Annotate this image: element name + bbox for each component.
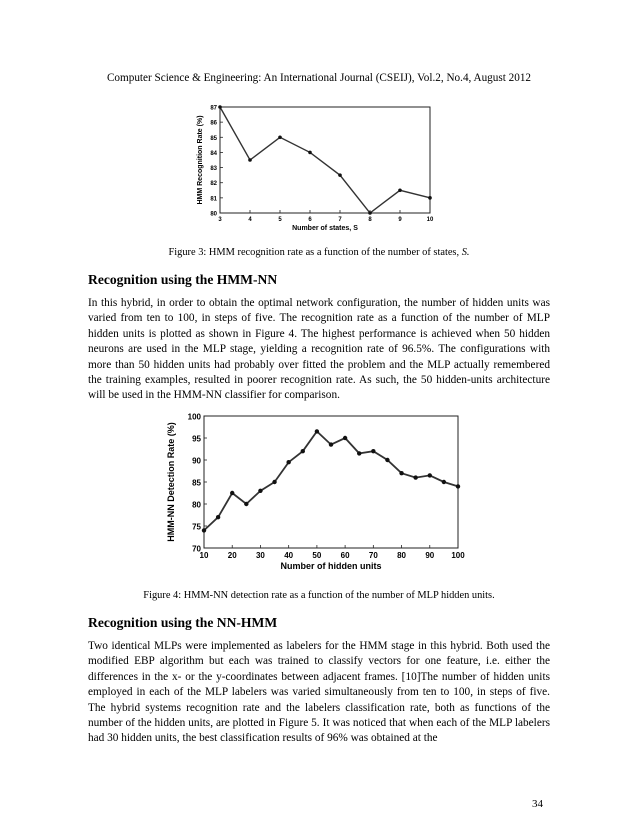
fig3-y-tick-label: 85 <box>210 135 217 142</box>
fig4-x-tick-label: 20 <box>227 551 237 560</box>
fig4-y-axis-label: HMM-NN Detection Rate (%) <box>166 422 176 542</box>
fig3-y-tick-label: 81 <box>210 196 217 203</box>
fig4-data-point <box>286 460 290 464</box>
fig4-plot-frame <box>204 416 458 548</box>
fig4-data-point <box>343 436 347 440</box>
section-paragraph-hmm-nn: In this hybrid, in order to obtain the optimal network configuration, the number of hidden units was varied from ten to 100, in steps of five. The recognition rate as a function of the number of MLP hidden units is plotted as shown in Figure 4. The highest performance is achieved when 50 hidden neurons are used in the MLP stage, yielding a recognition rate of 96.5%. The configurations with more than 50 hidden units had probably over fitted the problem and the MLP actually remembered the training examples, resulted in poorer recognition rate. As such, the 50 hidden-units architecture will be used in the HMM-NN classifier for comparison. <box>88 297 550 402</box>
fig3-data-point <box>218 105 222 109</box>
fig4-y-tick-label: 85 <box>192 478 201 488</box>
fig3-x-tick-label: 6 <box>308 217 312 223</box>
fig4-x-axis-label: Number of hidden units <box>280 561 382 571</box>
fig4-data-point <box>202 528 206 532</box>
fig3-y-axis-label: HMM Recognition Rate (%) <box>197 115 204 205</box>
fig3-data-point <box>368 211 372 215</box>
figure-3-caption-var: S. <box>461 247 470 258</box>
fig4-data-point <box>385 458 389 462</box>
fig4-data-point <box>456 484 460 488</box>
fig4-data-point <box>399 471 403 475</box>
fig4-data-point <box>272 480 276 484</box>
fig3-x-tick-label: 9 <box>398 217 402 223</box>
fig4-data-point <box>413 475 417 479</box>
figure-3-chart <box>190 98 450 243</box>
fig4-y-tick-label: 70 <box>192 544 201 554</box>
fig3-x-tick-label: 4 <box>248 217 252 223</box>
fig3-x-tick-label: 10 <box>426 217 434 223</box>
fig3-data-point <box>398 188 402 192</box>
fig4-data-point <box>428 473 432 477</box>
fig3-y-tick-label: 87 <box>210 105 217 112</box>
page-number: 34 <box>532 798 543 810</box>
section-paragraph-nn-hmm: Two identical MLPs were implemented as labelers for the HMM stage in this hybrid. Both used the modified EBP algorithm but each was trained to classify vectors for one feature, i.e. either the differences in the x- or the y-coordinates between adjacent frames. [10]The number of hidden units employed in each of the MLP labelers was varied simultaneously from ten to 100, in steps of five. The hybrid systems recognition rate and the labelers classification rate, both as functions of the number of the hidden units, are plotted in Figure 5. It was noticed that when each of the MLP labelers had 30 hidden units, the best classification results of 96% was obtained at the <box>88 640 550 745</box>
fig4-data-point <box>230 491 234 495</box>
fig4-y-tick-label: 75 <box>192 522 201 532</box>
fig3-data-point <box>428 196 432 200</box>
fig4-data-point <box>301 449 305 453</box>
fig4-x-tick-label: 10 <box>199 551 209 560</box>
fig4-data-point <box>216 515 220 519</box>
fig4-x-tick-label: 80 <box>397 551 407 560</box>
fig4-x-tick-label: 30 <box>255 551 265 560</box>
figure-4-chart <box>160 410 470 578</box>
fig4-data-point <box>329 442 333 446</box>
section-heading-nn-hmm: Recognition using the NN-HMM <box>88 615 278 630</box>
running-header: Computer Science & Engineering: An International Journal (CSEIJ), Vol.2, No.4, August 2012 <box>106 72 532 84</box>
fig3-data-point <box>248 158 252 162</box>
fig4-y-tick-label: 95 <box>192 434 201 444</box>
fig4-x-tick-label: 50 <box>312 551 322 560</box>
fig3-data-point <box>278 135 282 139</box>
fig4-data-point <box>315 429 319 433</box>
fig3-data-point <box>338 173 342 177</box>
fig3-x-tick-label: 5 <box>278 217 282 223</box>
fig3-x-tick-label: 8 <box>368 217 372 223</box>
section-heading-hmm-nn: Recognition using the HMM-NN <box>88 272 278 287</box>
fig3-x-axis-label: Number of states, S <box>292 225 358 232</box>
fig4-data-point <box>357 451 361 455</box>
fig3-x-tick-label: 7 <box>338 217 342 223</box>
fig3-y-tick-label: 86 <box>210 120 217 127</box>
fig3-data-point <box>308 151 312 155</box>
fig4-y-tick-label: 80 <box>192 500 201 510</box>
fig3-y-tick-label: 82 <box>210 181 217 188</box>
fig4-x-tick-label: 90 <box>425 551 435 560</box>
fig4-x-tick-label: 60 <box>340 551 350 560</box>
fig4-x-tick-label: 70 <box>368 551 378 560</box>
fig4-y-tick-label: 90 <box>192 456 201 466</box>
figure-3-caption <box>0 247 638 258</box>
fig3-y-tick-label: 83 <box>210 166 217 173</box>
fig4-data-point <box>244 502 248 506</box>
fig4-x-tick-label: 40 <box>284 551 294 560</box>
fig4-data-point <box>258 489 262 493</box>
figure-4-caption: Figure 4: HMM-NN detection rate as a function of the number of MLP hidden units. <box>143 590 495 601</box>
fig4-data-point <box>442 480 446 484</box>
fig4-x-tick-label: 100 <box>451 551 465 560</box>
fig3-y-tick-label: 84 <box>210 150 217 157</box>
fig4-y-tick-label: 100 <box>187 412 201 422</box>
fig4-data-point <box>371 449 375 453</box>
fig3-y-tick-label: 80 <box>210 211 217 218</box>
fig3-x-tick-label: 3 <box>218 217 222 223</box>
figure-3-caption-text: Figure 3: HMM recognition rate as a function of the number of states, <box>168 247 462 258</box>
